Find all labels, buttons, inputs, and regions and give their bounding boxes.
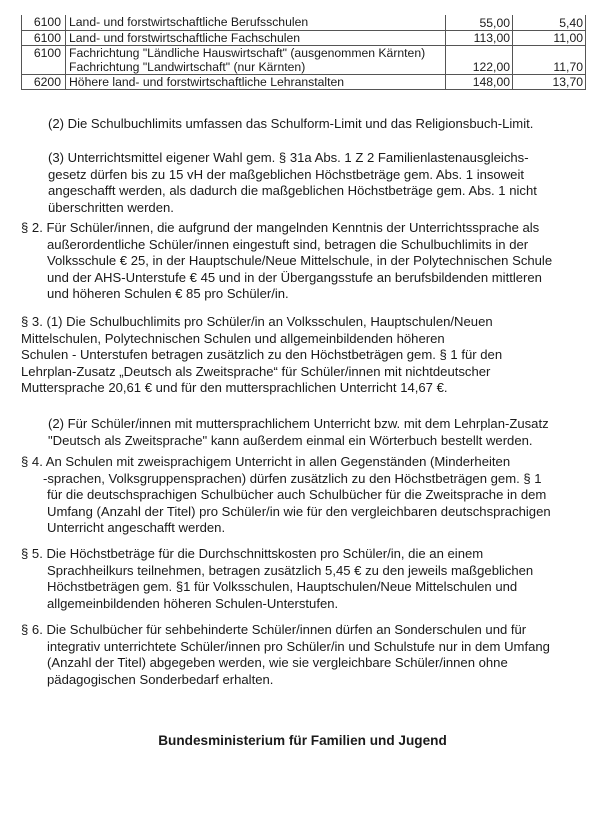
text-line: § 6. Die Schulbücher für sehbehinderte Schüler/innen dürfen an Sonderschulen und für (21, 622, 527, 637)
text-line: und der AHS-Unterstufe € 45 und in der Übergangsstufe an berufsbildenden mittleren (47, 269, 542, 285)
section-4 (21, 454, 551, 537)
text-line: § 4. An Schulen mit zweisprachigem Unterricht in allen Gegenständen (Minderheiten (21, 454, 511, 469)
table-row (22, 15, 586, 30)
text-line: (3) Unterrichtsmittel eigener Wahl gem. § 31a Abs. 1 Z 2 Familienlastenausgleichs- (48, 150, 529, 165)
text-line: § 5. Die Höchstbeträge für die Durchschnittskosten pro Schüler/in, die an einem (21, 546, 484, 561)
text-line: Mittelschulen, Polytechnischen Schulen und allgemeinbildenden höheren (21, 330, 445, 346)
section-3-2 (48, 416, 549, 449)
text-line: Schulen - Unterstufen betragen zusätzlich zu den Höchstbeträgen gem. § 1 für den (21, 347, 503, 363)
text-line: "Deutsch als Zweitsprache" kann außerdem einmal ein Wörterbuch bestellt werden. (48, 432, 533, 448)
school-type: Land- und forstwirtschaftliche Fachschulen (66, 30, 446, 45)
school-code: 6100 (22, 30, 66, 45)
table-row (22, 45, 586, 74)
text-line: Lehrplan-Zusatz „Deutsch als Zweitsprache“ für Schüler/innen mit nichtdeutscher (21, 363, 491, 379)
text-line: (Anzahl der Titel) abgegeben werden, wie sie vergleichbare Schüler/innen ohne (47, 655, 508, 671)
text-line: § 2. Für Schüler/innen, die aufgrund der mangelnden Kenntnis der Unterrichtssprache als (21, 220, 540, 235)
text-line: Unterricht angeschafft werden. (47, 520, 226, 536)
limits-table (21, 15, 586, 90)
ministry-footer: Bundesministerium für Familien und Jugend (158, 733, 447, 748)
school-type-line: Fachrichtung "Landwirtschaft" (nur Kärnten) (69, 59, 306, 74)
text-line: -sprachen, Volksgruppensprachen) dürfen zusätzlich zu den Höchstbeträgen gem. § 1 (43, 470, 542, 486)
limit-value: 148,00 (446, 74, 513, 89)
text-line: integrativ unterrichtete Schüler/innen pro Schüler/in und Schulstufe nur in dem Umfang (47, 638, 550, 654)
text-line: angeschafft werden, als dadurch die maßgeblichen Höchstbeträge gem. Abs. 1 nicht (48, 183, 537, 199)
school-type-line: Fachrichtung "Ländliche Hauswirtschaft" (ausgenommen Kärnten) (69, 45, 426, 60)
religion-limit-value: 11,70 (513, 45, 586, 74)
table-row (22, 30, 586, 45)
school-type: Höhere land- und forstwirtschaftliche Lehranstalten (66, 74, 446, 89)
school-code: 6200 (22, 74, 66, 89)
text-line: für die deutschsprachigen Schulbücher auch Schulbücher für die Zweitsprache in dem (47, 487, 547, 503)
section-5 (21, 546, 533, 612)
section-6 (21, 622, 550, 688)
school-type (66, 45, 446, 74)
text-line: Muttersprache 20,61 € und für den muttersprachlichen Unterricht 14,67 €. (21, 380, 448, 396)
religion-limit-value: 13,70 (513, 74, 586, 89)
text-line: (2) Für Schüler/innen mit muttersprachlichem Unterricht bzw. mit dem Lehrplan-Zusatz (48, 416, 549, 431)
text-line: allgemeinbildenden höheren Schulen-Unterstufen. (47, 595, 339, 611)
text-line: und höheren Schulen € 85 pro Schüler/in. (47, 286, 289, 302)
limit-value: 113,00 (446, 30, 513, 45)
text-line: (2) Die Schulbuchlimits umfassen das Schulform-Limit und das Religionsbuch-Limit. (48, 116, 534, 131)
text-line: gesetz dürfen bis zu 15 vH der maßgeblichen Höchstbeträge gem. Abs. 1 insoweit (48, 166, 524, 182)
school-type: Land- und forstwirtschaftliche Berufsschulen (66, 15, 446, 30)
text-line: außerordentliche Schüler/innen eingestuft sind, betragen die Schulbuchlimits in der (47, 236, 529, 252)
limit-value: 122,00 (446, 45, 513, 74)
paragraph-1-3 (48, 150, 537, 216)
text-line: Volksschule € 25, in der Hauptschule/Neue Mittelschule, in der Polytechnischen Schule (47, 253, 553, 269)
religion-limit-value: 11,00 (513, 30, 586, 45)
school-code: 6100 (22, 45, 66, 74)
section-3-1 (21, 314, 502, 397)
school-code: 6100 (22, 15, 66, 30)
text-line: überschritten werden. (48, 199, 174, 215)
religion-limit-value: 5,40 (513, 15, 586, 30)
paragraph-1-2 (48, 116, 533, 133)
text-line: Umfang (Anzahl der Titel) pro Schüler/in wie für den vergleichbaren deutschsprachigen (47, 503, 551, 519)
section-2 (21, 220, 552, 303)
text-line: pädagogischen Sonderbedarf erhalten. (47, 671, 274, 687)
text-line: § 3. (1) Die Schulbuchlimits pro Schüler/in an Volksschulen, Hauptschulen/Neuen (21, 314, 493, 329)
text-line: Höchstbeträgen gem. §1 für Volksschulen, Hauptschulen/Neue Mittelschulen und (47, 579, 518, 595)
limit-value: 55,00 (446, 15, 513, 30)
text-line: Sprachheilkurs teilnehmen, betragen zusätzlich 5,45 € zu den jeweils maßgeblichen (47, 562, 534, 578)
table-row (22, 74, 586, 89)
